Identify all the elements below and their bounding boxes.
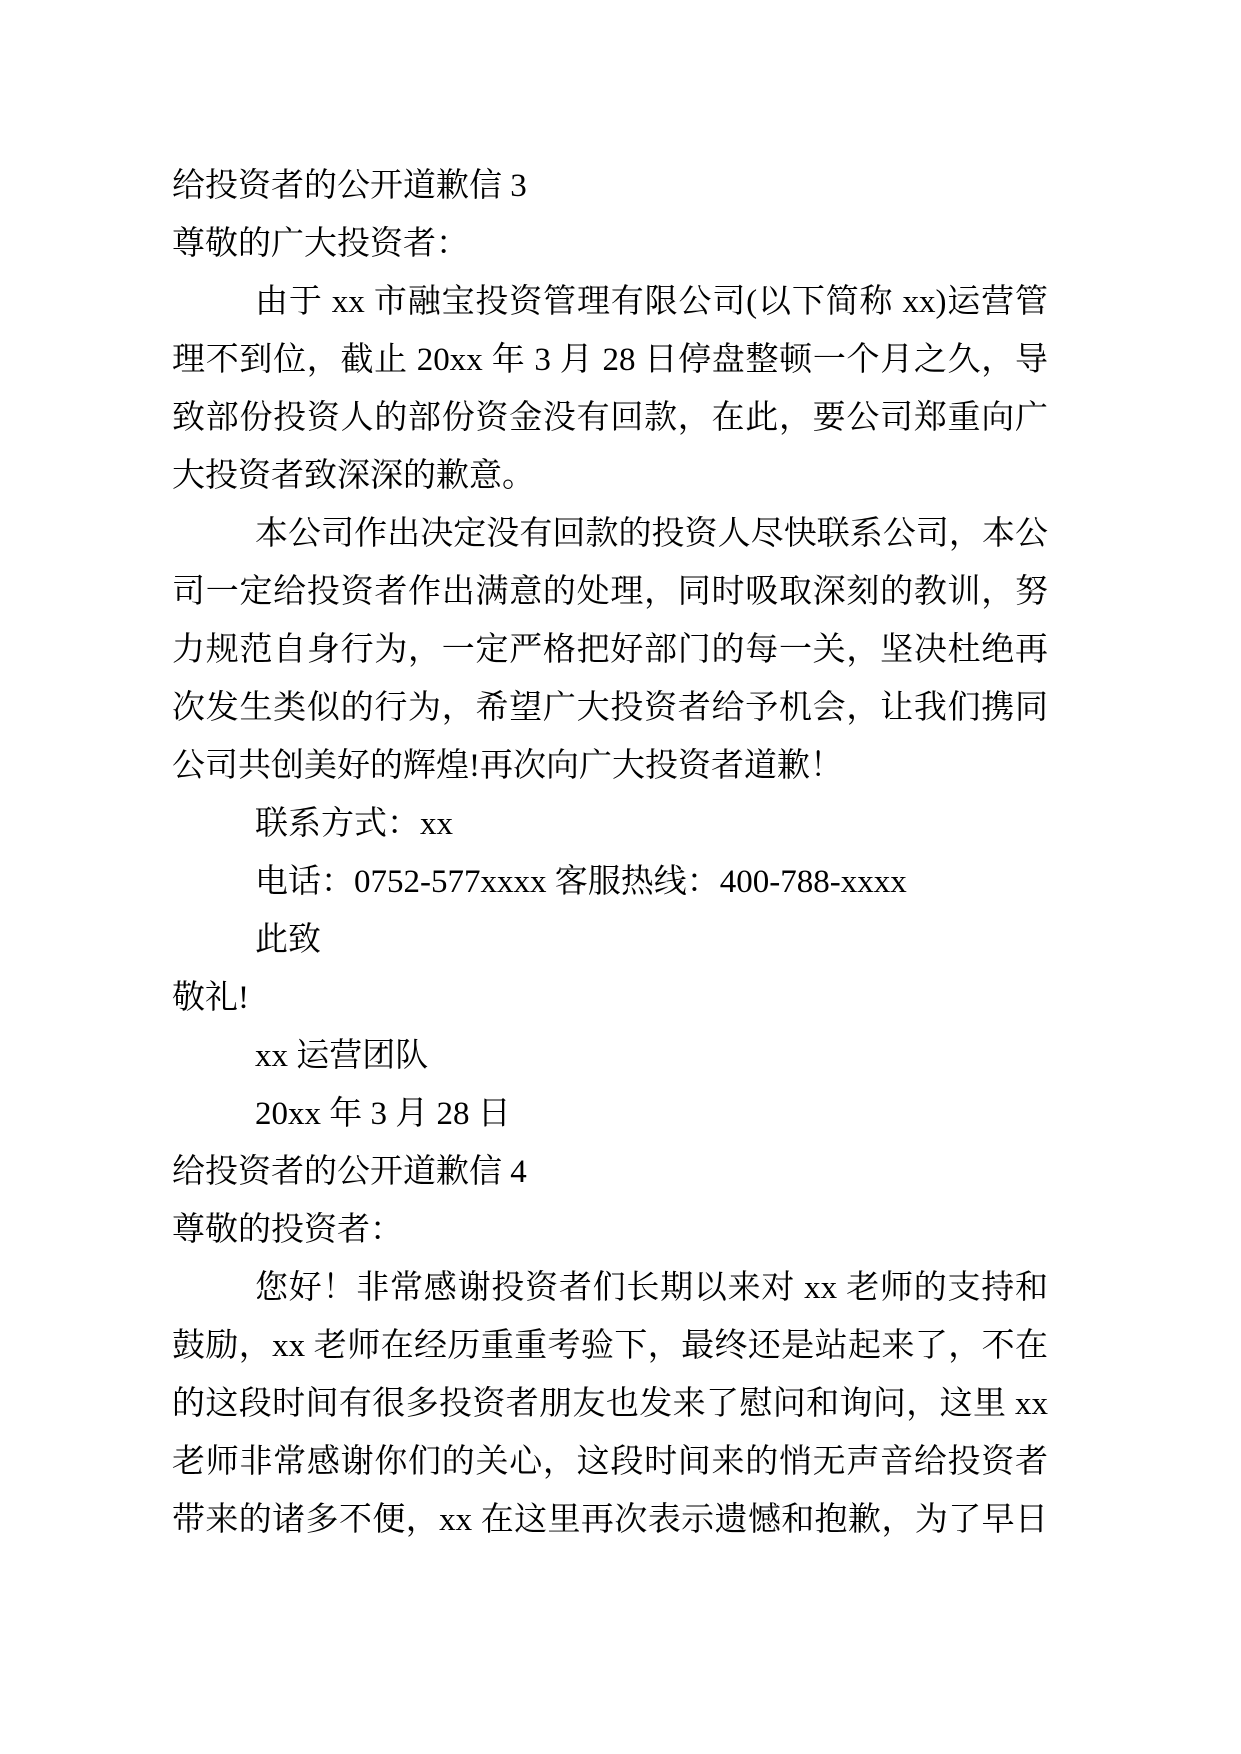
letter-3-date: 20xx 年 3 月 28 日: [255, 1096, 511, 1132]
letter-3-closing-jingli: 敬礼!: [172, 980, 249, 1016]
letter-3-salutation: 尊敬的广大投资者：: [172, 226, 469, 262]
letter-4: [172, 1143, 1048, 1549]
letter-3-body-line: 由于 xx 市融宝投资管理有限公司(以下简称 xx)运营管: [255, 284, 1048, 320]
letter-4-body-line: 的这段时间有很多投资者朋友也发来了慰问和询问，这里 xx: [172, 1386, 1048, 1422]
letter-3-body-line: 司一定给投资者作出满意的处理，同时吸取深刻的教训，努: [172, 574, 1048, 610]
letter-4-title: 给投资者的公开道歉信 4: [172, 1154, 527, 1190]
letter-3-body-line: 力规范自身行为，一定严格把好部门的每一关，坚决杜绝再: [172, 632, 1048, 668]
letter-4-body-line: 您好！非常感谢投资者们长期以来对 xx 老师的支持和: [255, 1270, 1048, 1306]
letter-4-body-line: 老师非常感谢你们的关心，这段时间来的悄无声音给投资者: [172, 1444, 1048, 1480]
letter-3-body-line: 大投资者致深深的歉意。: [172, 458, 535, 494]
letter-4-salutation: 尊敬的投资者：: [172, 1212, 403, 1248]
letter-3-closing-cizhi: 此致: [255, 922, 321, 958]
letter-3-signature: xx 运营团队: [255, 1038, 429, 1074]
letter-3-phone-line: 电话：0752-577xxxx 客服热线：400-788-xxxx: [255, 864, 907, 900]
letter-4-body-line: 鼓励，xx 老师在经历重重考验下，最终还是站起来了，不在: [172, 1328, 1048, 1364]
letter-3-body-line: 理不到位，截止 20xx 年 3 月 28 日停盘整顿一个月之久，导: [172, 342, 1048, 378]
letter-3-body-line: 次发生类似的行为，希望广大投资者给予机会，让我们携同: [172, 690, 1048, 726]
document-text-block: [172, 157, 1048, 1549]
letter-3: [172, 157, 1048, 1143]
letter-4-body-line: 带来的诸多不便，xx 在这里再次表示遗憾和抱歉，为了早日: [172, 1502, 1048, 1538]
letter-3-title: 给投资者的公开道歉信 3: [172, 168, 527, 204]
letter-3-body-line: 致部份投资人的部份资金没有回款，在此，要公司郑重向广: [172, 400, 1048, 436]
letter-3-body-line: 公司共创美好的辉煌!再次向广大投资者道歉！: [172, 748, 843, 784]
letter-3-contact-line: 联系方式：xx: [255, 806, 453, 842]
letter-3-body-line: 本公司作出决定没有回款的投资人尽快联系公司，本公: [255, 516, 1048, 552]
